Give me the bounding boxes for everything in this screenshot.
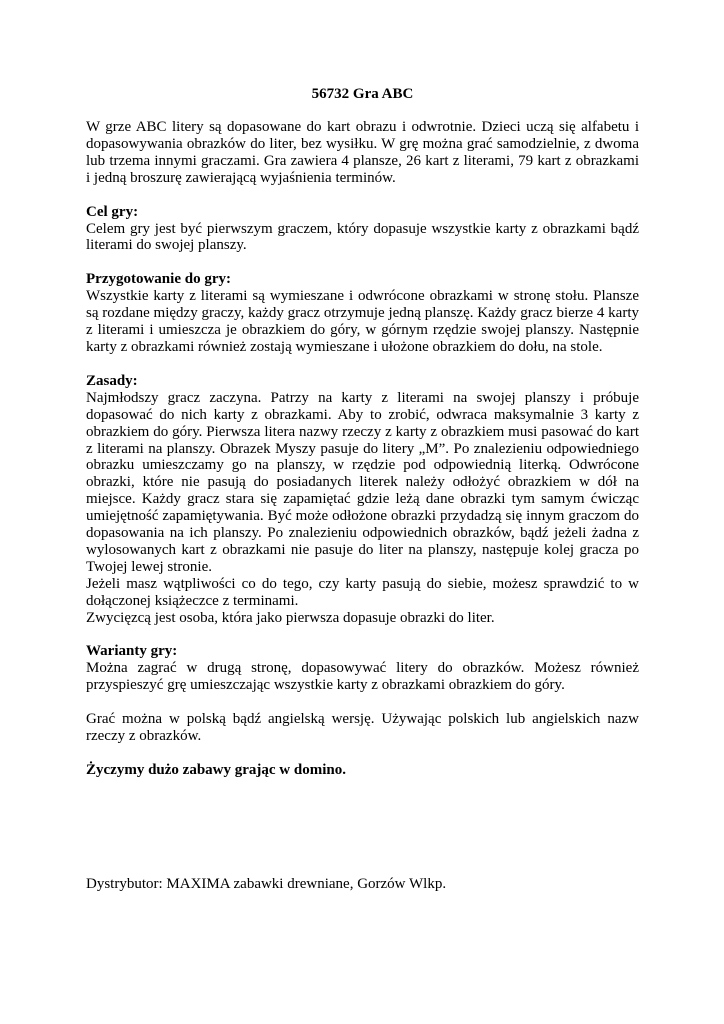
- document-page: [86, 86, 639, 779]
- variants-paragraph: Można zagrać w drugą stronę, dopasowywać litery do obrazków. Możesz również przyspieszyć grę umieszczając wszystkie karty z obrazkami obrazkiem do góry.: [86, 660, 639, 694]
- goal-section: [86, 204, 639, 255]
- goal-heading: Cel gry:: [86, 203, 139, 220]
- intro-paragraph: W grze ABC litery są dopasowane do kart obrazu i odwrotnie. Dzieci uczą się alfabetu i dopasowywania obrazków do liter, bez wysiłku. W grę można grać samodzielnie, z dwoma lub trzema innymi graczami. Gra zawiera 4 plansze, 26 kart z literami, 79 kart z obrazkami i jedną broszurę zawierającą wyjaśnienia terminów.: [86, 119, 639, 186]
- rules-section: [86, 373, 639, 627]
- rules-paragraph-1: Najmłodszy gracz zaczyna. Patrzy na karty z literami na swojej planszy i próbuje dopasować do nich karty z obrazkami. Aby to zrobić, odwraca maksymalnie 3 karty z obrazkiem do góry. Pierwsza litera nazwy rzeczy z karty z obrazkiem musi pasować do kart z literami na planszy. Obrazek Myszy pasuje do litery „M”. Po znalezieniu odpowiedniego obrazku umieszczamy go na planszy, w rzędzie pod odpowiednią literką. Odwrócone obrazki, które nie pasują do posiadanych literek należy odłożyć obrazkiem w dół na miejsce. Każdy gracz stara się zapamiętać gdzie leżą dane obrazki tym samym ćwicząc umiejętność zapamiętywania. Być może odłożone obrazki przydadzą się innym graczom do dopasowania na ich planszy. Po znalezieniu odpowiednich obrazków, bądź jeżeli żadna z wylosowanych kart z obrazkami nie pasuje do liter na planszy, następuje kolej gracza po Twojej lewej stronie.: [86, 389, 639, 575]
- variants-heading: Warianty gry:: [86, 643, 178, 660]
- intro-section: [86, 119, 639, 187]
- page-title: 56732 Gra ABC: [311, 86, 414, 102]
- language-paragraph: Grać można w polską bądź angielską wersję. Używając polskich lub angielskich nazw rzeczy z obrazków.: [86, 711, 639, 745]
- distributor-footer: Dystrybutor: MAXIMA zabawki drewniane, Gorzów Wlkp.: [86, 876, 447, 892]
- rules-paragraph-3: Zwycięzcą jest osoba, która jako pierwsza dopasuje obrazki do liter.: [86, 609, 495, 626]
- setup-section: [86, 271, 639, 356]
- rules-paragraph-2: Jeżeli masz wątpliwości co do tego, czy karty pasują do siebie, możesz sprawdzić to w dołączonej książeczce z terminami.: [86, 575, 639, 609]
- rules-heading: Zasady:: [86, 372, 138, 389]
- goal-paragraph: Celem gry jest być pierwszym graczem, który dopasuje wszystkie karty z obrazkami bądź literami do swojej planszy.: [86, 220, 639, 254]
- setup-paragraph: Wszystkie karty z literami są wymieszane i odwrócone obrazkami w stronę stołu. Plansze są rozdane między graczy, każdy gracz otrzymuje jedną planszę. Każdy gracz bierze 4 karty z literami i umieszcza je obrazkiem do góry, w górnym rzędzie swojej planszy. Następnie karty z obrazkami również zostają wymieszane i ułożone obrazkiem do dołu, na stole.: [86, 288, 639, 355]
- closing-wish: Życzymy dużo zabawy grając w domino.: [86, 762, 346, 778]
- setup-heading: Przygotowanie do gry:: [86, 271, 231, 288]
- variants-section: [86, 643, 639, 694]
- language-section: [86, 711, 639, 745]
